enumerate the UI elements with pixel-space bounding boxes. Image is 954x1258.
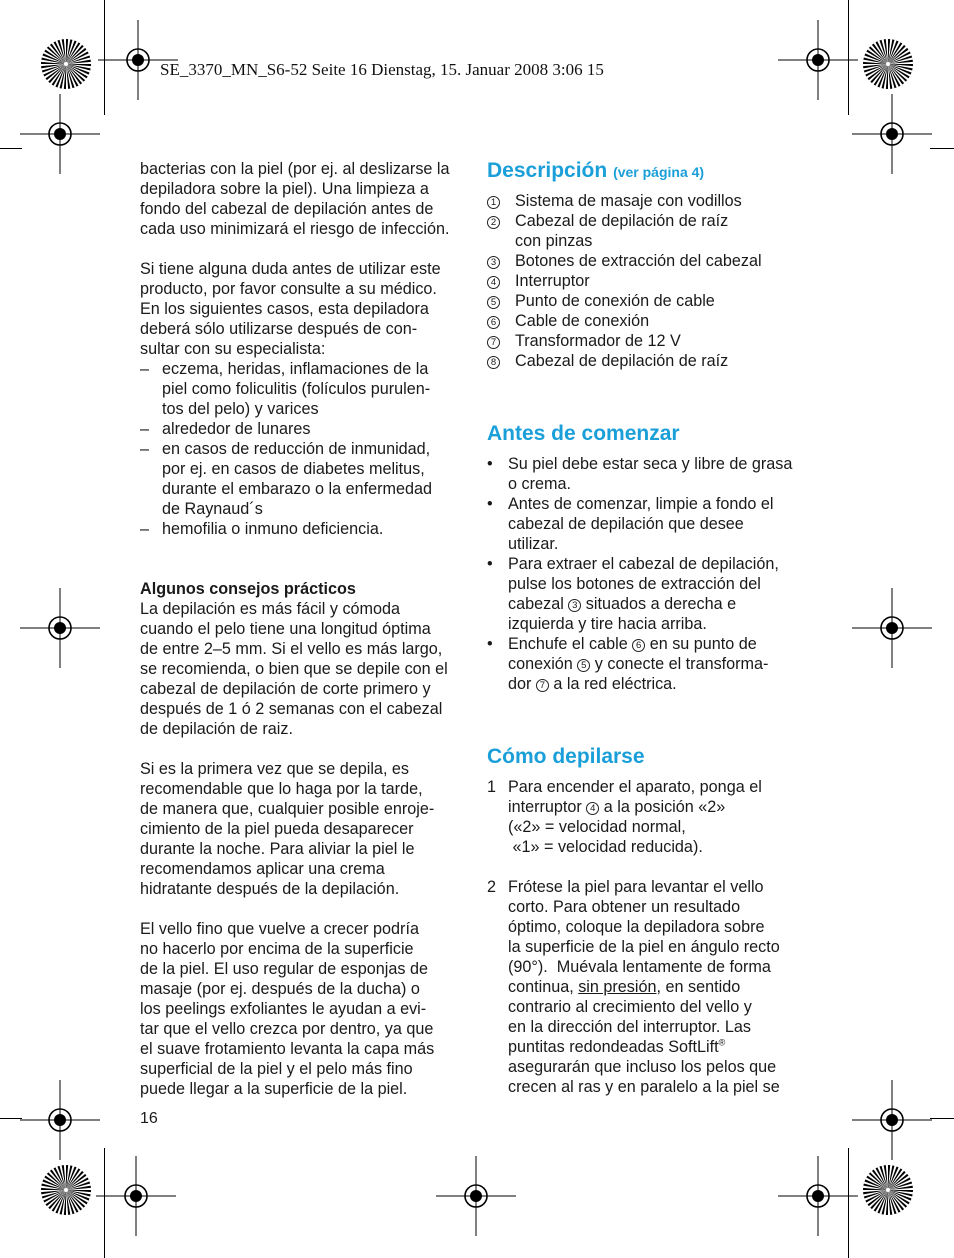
text-line: recomendamos aplicar una crema — [140, 860, 385, 878]
text-fragment: conexión — [508, 655, 578, 673]
text-line: depiladora sobre la piel). Una limpieza a — [140, 180, 429, 198]
circled-number: 4 — [586, 802, 599, 815]
circled-number: 5 — [577, 659, 590, 672]
text-line: cada uso minimizará el riesgo de infección. — [140, 220, 450, 238]
bullet-list — [487, 454, 817, 694]
paragraph-ingrown-hair — [140, 919, 465, 1099]
text-line: Si es la primera vez que se depila, es — [140, 760, 410, 778]
list-item — [487, 271, 817, 291]
text-line: los peelings exfoliantes le ayudan a evi- — [140, 1000, 427, 1018]
text-line: Antes de comenzar, limpie a fondo el — [508, 495, 774, 513]
circled-number: 6 — [487, 316, 500, 329]
circled-number: 3 — [487, 256, 500, 269]
right-column — [487, 159, 817, 1097]
text-line: Cabezal de depilación de raíz — [515, 352, 729, 370]
dash-marker: – — [140, 440, 150, 458]
registration-mark-icon — [778, 20, 858, 100]
text-line: cabezal de depilación que desee — [508, 515, 744, 533]
text-line: Frótese la piel para levantar el vello — [508, 878, 764, 896]
registration-mark-icon — [778, 1156, 858, 1236]
text-line: Transformador de 12 V — [515, 332, 681, 350]
crop-line — [930, 1118, 954, 1119]
text-line: izquierda y tire hacia arriba. — [508, 615, 707, 633]
circled-number: 1 — [487, 196, 500, 209]
list-item — [487, 291, 817, 311]
text-line — [508, 634, 768, 654]
text-line: masaje (por ej. después de la ducha) o — [140, 980, 420, 998]
text-line: asegurarán que incluso los pelos que — [508, 1058, 777, 1076]
circled-number: 4 — [487, 276, 500, 289]
list-item — [487, 454, 817, 494]
text-line — [508, 1037, 780, 1057]
description-heading-text: Descripción — [487, 159, 608, 182]
circled-number: 3 — [568, 599, 581, 612]
text-fragment: a la posición «2» — [599, 798, 726, 816]
bullet-marker: • — [487, 555, 493, 573]
text-line: después de 1 ó 2 semanas con el cabezal — [140, 700, 443, 718]
list-item — [487, 311, 817, 331]
circled-number: 6 — [632, 639, 645, 652]
description-heading — [487, 158, 817, 185]
text-line: sultar con su especialista: — [140, 340, 326, 358]
list-item — [487, 554, 817, 634]
text-line: Cable de conexión — [515, 312, 650, 330]
text-fragment: puntitas redondeadas SoftLift — [508, 1038, 719, 1056]
text-line — [508, 654, 768, 674]
text-line: alrededor de lunares — [162, 420, 311, 438]
registration-mark-icon — [20, 94, 100, 174]
text-line: Si tiene alguna duda antes de utilizar este — [140, 260, 441, 278]
paragraph-tips — [140, 599, 465, 739]
list-item — [487, 191, 817, 211]
numbered-steps — [487, 777, 817, 1097]
text-fragment: en su punto de — [645, 635, 757, 653]
list-item — [140, 439, 465, 519]
step-number: 2 — [487, 878, 497, 896]
text-line: durante la noche. Para aliviar la piel le — [140, 840, 415, 858]
text-line: contrario al crecimiento del vello y — [508, 998, 752, 1016]
tips-heading: Algunos consejos prácticos — [140, 580, 356, 598]
star-target-icon — [40, 38, 92, 90]
circled-number: 7 — [487, 336, 500, 349]
list-item — [487, 494, 817, 554]
text-line: Interruptor — [515, 272, 590, 290]
underlined-text: sin presión — [578, 978, 657, 996]
text-line: cimiento de la piel pueda desaparecer — [140, 820, 414, 838]
text-line: la superficie de la piel en ángulo recto — [508, 938, 780, 956]
text-fragment: , en sentido — [656, 978, 741, 996]
circled-number: 2 — [487, 216, 500, 229]
text-line: en la dirección del interruptor. Las — [508, 1018, 751, 1036]
circled-number: 8 — [487, 356, 500, 369]
registration-mark-icon — [436, 1156, 516, 1236]
before-heading: Antes de comenzar — [487, 422, 680, 445]
star-target-icon — [862, 38, 914, 90]
text-line: óptimo, coloque la depiladora sobre — [508, 918, 765, 936]
text-line: deberá sólo utilizarse después de con- — [140, 320, 418, 338]
registered-mark: ® — [718, 1037, 726, 1048]
list-item — [487, 331, 817, 351]
paragraph-hygiene — [140, 159, 465, 239]
text-line: recomendable que lo haga por la tarde, — [140, 780, 423, 798]
text-line — [508, 977, 780, 997]
dash-marker: – — [140, 420, 150, 438]
star-target-icon — [862, 1164, 914, 1216]
text-line: piel como foliculitis (folículos purulen- — [162, 380, 431, 398]
text-line: con pinzas — [515, 232, 593, 250]
list-item — [487, 877, 817, 1097]
text-line — [508, 674, 768, 694]
text-line: Para encender el aparato, ponga el — [508, 778, 762, 796]
text-line: en casos de reducción de inmunidad, — [162, 440, 431, 458]
text-line: cabezal de depilación de corte primero y — [140, 680, 431, 698]
page-number: 16 — [140, 1110, 158, 1127]
registration-mark-icon — [852, 94, 932, 174]
text-line: hidratante después de la depilación. — [140, 880, 400, 898]
dash-list — [140, 359, 465, 539]
text-line: («2» = velocidad normal, — [508, 818, 686, 836]
text-fragment: y conecte el transforma- — [590, 655, 769, 673]
text-line: el suave frotamiento levanta la capa más — [140, 1040, 435, 1058]
registration-mark-icon — [852, 588, 932, 668]
text-line: de manera que, cualquier posible enroje- — [140, 800, 435, 818]
text-line: puede llegar a la superficie de la piel. — [140, 1080, 408, 1098]
text-fragment: interruptor — [508, 798, 587, 816]
text-line: hemofilia o inmuno deficiencia. — [162, 520, 384, 538]
text-fragment: cabezal — [508, 595, 569, 613]
text-line: En los siguientes casos, esta depiladora — [140, 300, 429, 318]
text-line: producto, por favor consulte a su médico. — [140, 280, 437, 298]
text-line: superficial de la piel y el pelo más fino — [140, 1060, 413, 1078]
bullet-marker: • — [487, 635, 493, 653]
text-line: Punto de conexión de cable — [515, 292, 715, 310]
circled-number: 7 — [536, 679, 549, 692]
registration-mark-icon — [20, 1080, 100, 1160]
list-item — [140, 519, 465, 539]
bullet-marker: • — [487, 495, 493, 513]
text-line — [508, 797, 762, 817]
text-line: de Raynaud´s — [162, 500, 263, 518]
step-number: 1 — [487, 778, 497, 796]
text-line: durante el embarazo o la enfermedad — [162, 480, 432, 498]
list-item — [487, 251, 817, 271]
text-line: «1» = velocidad reducida). — [508, 838, 703, 856]
list-item — [487, 211, 817, 251]
text-line: Cabezal de depilación de raíz — [515, 212, 729, 230]
dash-marker: – — [140, 520, 150, 538]
paragraph-consult-doctor — [140, 259, 465, 359]
crop-line — [930, 148, 954, 149]
text-line: de la piel. El uso regular de esponjas de — [140, 960, 428, 978]
text-line: Sistema de masaje con vodillos — [515, 192, 742, 210]
registration-mark-icon — [20, 588, 100, 668]
text-line: de entre 2–5 mm. Si el vello es más largo, — [140, 640, 443, 658]
list-item — [140, 419, 465, 439]
text-line: crecen al ras y en paralelo a la piel se — [508, 1078, 780, 1096]
text-line: pulse los botones de extracción del — [508, 575, 761, 593]
text-line: o crema. — [508, 475, 571, 493]
text-line: Su piel debe estar seca y libre de grasa — [508, 455, 793, 473]
text-fragment: situados a derecha e — [581, 595, 737, 613]
text-line: tos del pelo) y varices — [162, 400, 319, 418]
paragraph-first-time — [140, 759, 465, 899]
print-slug-header: SE_3370_MN_S6-52 Seite 16 Dienstag, 15. Januar 2008 3:06 15 — [160, 60, 604, 79]
text-line: fondo del cabezal de depilación antes de — [140, 200, 434, 218]
text-line: Botones de extracción del cabezal — [515, 252, 762, 270]
text-line: de depilación de raiz. — [140, 720, 293, 738]
text-line: corto. Para obtener un resultado — [508, 898, 741, 916]
text-line: (90°). Muévala lentamente de forma — [508, 958, 771, 976]
circled-number: 5 — [487, 296, 500, 309]
text-fragment: Enchufe el cable — [508, 635, 633, 653]
text-line: El vello fino que vuelve a crecer podría — [140, 920, 419, 938]
star-target-icon — [40, 1164, 92, 1216]
text-line: no hacerlo por encima de la superficie — [140, 940, 414, 958]
text-fragment: a la red eléctrica. — [548, 675, 677, 693]
left-column — [140, 159, 465, 1099]
text-line: tar que el vello crezca por dentro, ya que — [140, 1020, 434, 1038]
text-line: se recomienda, o bien que se depile con el — [140, 660, 448, 678]
how-heading: Cómo depilarse — [487, 745, 645, 768]
list-item — [140, 359, 465, 419]
parts-list — [487, 191, 817, 371]
registration-mark-icon — [96, 1156, 176, 1236]
text-line: bacterias con la piel (por ej. al deslizarse la — [140, 160, 450, 178]
text-line — [508, 594, 779, 614]
text-line: Para extraer el cabezal de depilación, — [508, 555, 779, 573]
text-line: cuando el pelo tiene una longitud óptima — [140, 620, 431, 638]
list-item — [487, 777, 817, 857]
description-page-ref: (ver página 4) — [613, 164, 705, 180]
text-fragment: dor — [508, 675, 536, 693]
text-line: La depilación es más fácil y cómoda — [140, 600, 401, 618]
list-item — [487, 634, 817, 694]
crop-line — [0, 1118, 22, 1119]
dash-marker: – — [140, 360, 150, 378]
registration-mark-icon — [852, 1080, 932, 1160]
text-line: eczema, heridas, inflamaciones de la — [162, 360, 429, 378]
text-line: utilizar. — [508, 535, 559, 553]
text-line: por ej. en casos de diabetes melitus, — [162, 460, 425, 478]
bullet-marker: • — [487, 455, 493, 473]
list-item — [487, 351, 817, 371]
text-fragment: continua, — [508, 978, 579, 996]
crop-line — [0, 148, 22, 149]
